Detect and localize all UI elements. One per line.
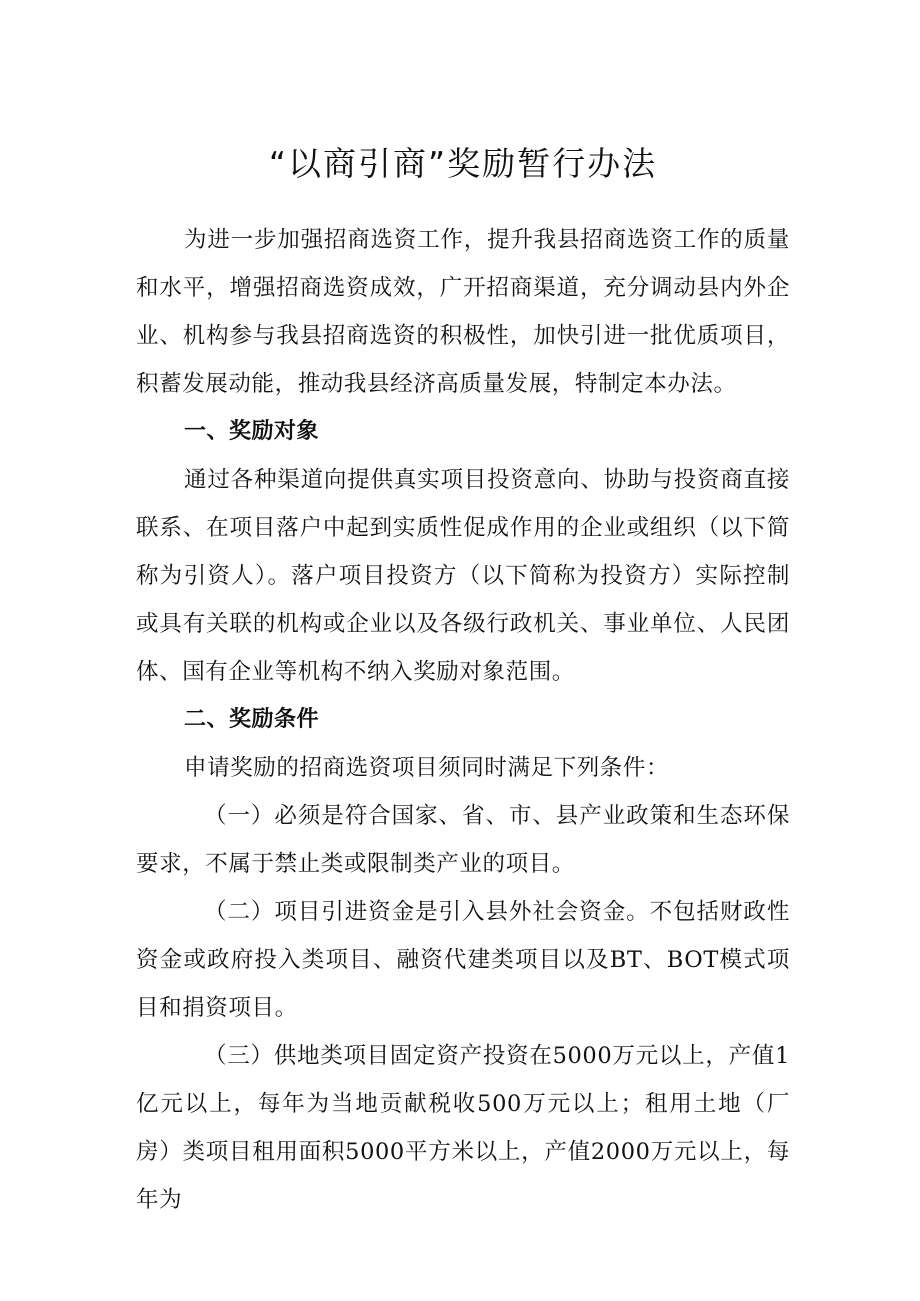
section1-paragraph: 通过各种渠道向提供真实项目投资意向、协助与投资商直接联系、在项目落户中起到实质性促成作用的企业或组织（以下简称为引资人）。落户项目投资方（以下简称为投资方）实际控制或具有关联的机构或企业以及各级行政机关、事业单位、人民团体、国有企业等机构不纳入奖励对象范围。 — [136, 467, 790, 685]
section-heading-reward-target: 一、奖励对象 — [184, 419, 320, 444]
document-title: “以商引商”奖励暂行办法 — [268, 144, 658, 183]
condition-item-2: （二）项目引进资金是引入县外社会资金。不包括财政性资金或政府投入类项目、融资代建类项目以及BT、BOT模式项目和捐资项目。 — [136, 899, 790, 1021]
section2-lead-paragraph: 申请奖励的招商选资项目须同时满足下列条件： — [184, 755, 670, 781]
condition-item-1: （一）必须是符合国家、省、市、县产业政策和生态环保要求，不属于禁止类或限制类产业的项目。 — [136, 803, 790, 877]
condition-item-3: （三）供地类项目固定资产投资在5000万元以上，产值1亿元以上，每年为当地贡献税收500万元以上；租用土地（厂房）类项目租用面积5000平方米以上，产值2000万元以上，每年为 — [136, 1043, 790, 1213]
intro-paragraph: 为进一步加强招商选资工作，提升我县招商选资工作的质量和水平，增强招商选资成效，广开招商渠道，充分调动县内外企业、机构参与我县招商选资的积极性，加快引进一批优质项目，积蓄发展动能，推动我县经济高质量发展，特制定本办法。 — [136, 227, 790, 397]
section-heading-reward-conditions: 二、奖励条件 — [184, 707, 320, 732]
